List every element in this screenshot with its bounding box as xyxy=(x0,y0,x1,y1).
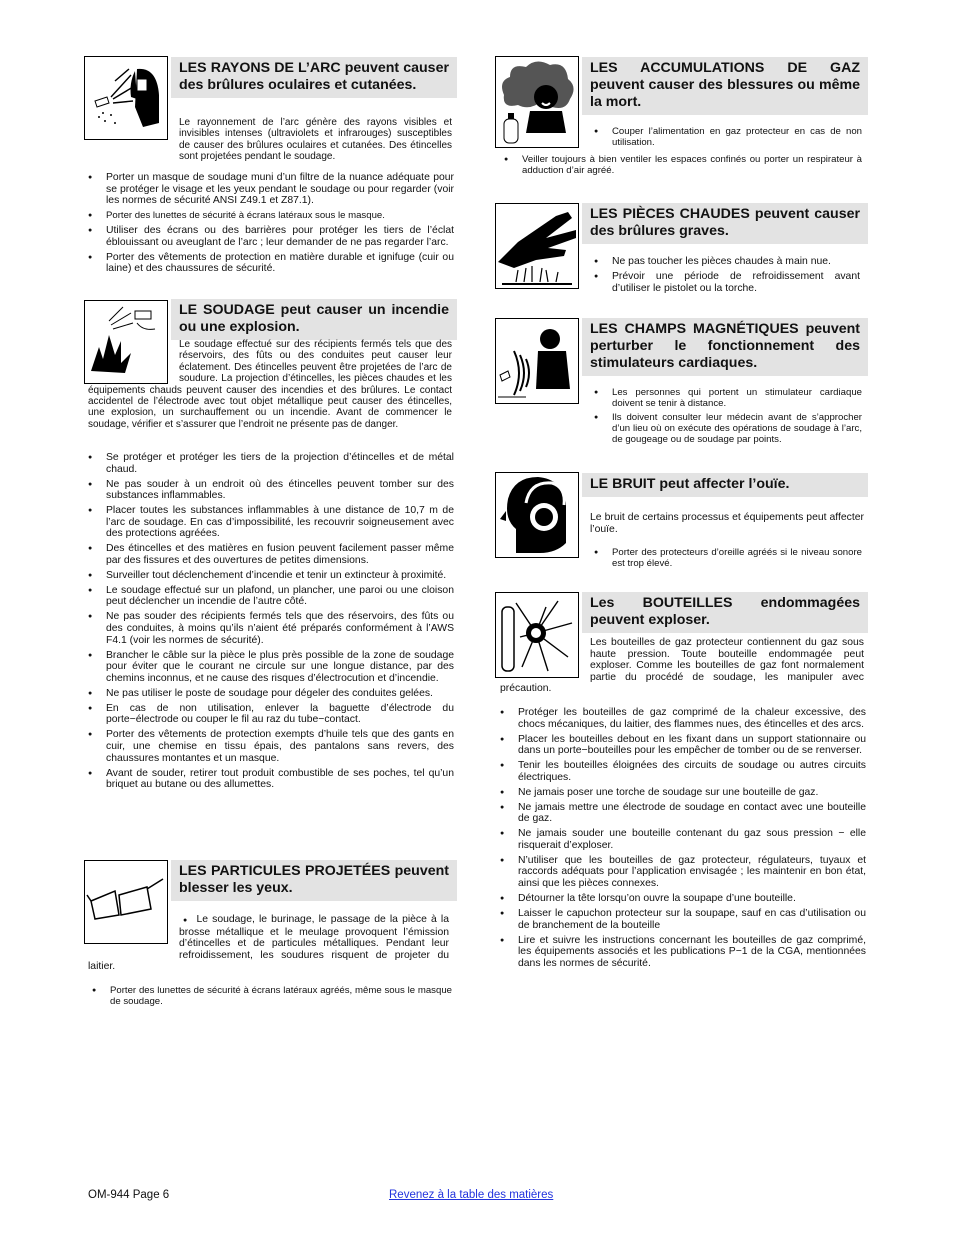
list-item: ● Ils doivent consulter leur médecin avant de s’approcher d’un lieu où on exécute des opérations de soudage à l’arc, de gougeage ou de soudage par points. xyxy=(594,412,862,445)
list-item: ● Ne pas toucher les pièces chaudes à main nue. xyxy=(594,256,860,268)
list-item: ● N’utiliser que les bouteilles de gaz protecteur, régulateurs, tuyaux et raccords adéquats pour l’application envisagée ; les maintenir en bon état, ainsi que les pièces connexes. xyxy=(500,855,866,890)
list-item: ● Le soudage effectué sur un plafond, un plancher, une paroi ou une cloison peut déclencher un incendie de l’autre côté. xyxy=(88,585,454,608)
gas-cloud-person-icon xyxy=(495,56,579,148)
list-item: ● Veiller toujours à bien ventiler les espaces confinés ou porter un respirateur à adduction d’air agréé. xyxy=(504,154,862,176)
section-title: LES RAYONS DE L’ARC peuvent causer des brûlures oculaires et cutanées. xyxy=(171,57,457,98)
toc-link[interactable]: Revenez à la table des matières xyxy=(389,1189,554,1201)
page-number: OM-944 Page 6 xyxy=(88,1189,170,1201)
list-item: ● Laisser le capuchon protecteur sur la soupape, sauf en cas d’utilisation ou de branchement de la bouteille xyxy=(500,908,866,931)
bullet-list xyxy=(594,547,862,572)
section-title: LE SOUDAGE peut causer un incendie ou une explosion. xyxy=(171,299,457,340)
bullet-list xyxy=(504,154,862,179)
list-item: ● Ne pas utiliser le poste de soudage pour dégeler des conduites gelées. xyxy=(88,688,454,700)
section-intro-text: Le soudage effectué sur des récipients fermés tels que des réservoirs, des fûts ou des conduites peut causer leur éclatement. Des étincelles peuvent être projetées de l’arc de soudure. La projection d’étincelles, les pièces chaudes et les équipements chauds peuvent causer des incendies et des brûlures. Le contact accidentel de l’électrode avec tout objet métallique peut causer des étincelles, une explosion, un surchauffement ou un incendie. Avant de commencer le soudage, vérifier et s’assurer que l’endroit ne présente pas de danger. xyxy=(88,339,452,430)
bullet-list xyxy=(594,256,860,298)
section-intro xyxy=(500,637,864,695)
list-item: ● Porter des lunettes de sécurité à écrans latéraux sous le masque. xyxy=(88,210,454,222)
bullet-paragraph: ● Le soudage, le burinage, le passage de la pièce à la brosse métallique et le meulage provoquent l’émission d’étincelles et de particules métalliques. Pendant leur refroidissement, les soudures risquent de projeter du laitier. xyxy=(88,914,449,973)
list-item: ● Brancher le câble sur la pièce le plus près possible de la zone de soudage pour éviter que le courant ne circule sur une longue distance, par des chemins inconnus, et ne cause des risques d’électrocution et d’incendie. xyxy=(88,650,454,685)
bullet-intro-text: Le soudage, le burinage, le passage de la pièce à la brosse métallique et le meulage provoquent l’émission d’étincelles et de particules métalliques. Pendant leur refroidissement, les soudures risquent de projeter du laitier. xyxy=(88,914,449,973)
section-title: LES PIÈCES CHAUDES peuvent causer des brûlures graves. xyxy=(582,203,868,244)
section-title: Les BOUTEILLES endommagées peuvent exploser. xyxy=(582,592,868,633)
list-item: ● Avant de souder, retirer tout produit combustible de ses poches, tel qu’un briquet au butane ou des allumettes. xyxy=(88,768,454,791)
bullet-list xyxy=(594,126,862,151)
section-title: LES PARTICULES PROJETÉES peuvent blesser les yeux. xyxy=(171,860,457,901)
section-title: LES ACCUMULATIONS DE GAZ peuvent causer des blessures ou même la mort. xyxy=(582,57,868,115)
list-item: ● Ne pas souder des récipients fermés tels que des réservoirs, des fûts ou des conduites, à moins qu’ils n’aient été préparés conformément à l’AWS F4.1 (voir les normes de sécurité). xyxy=(88,611,454,646)
welder-helmet-arc-icon xyxy=(84,56,168,140)
list-item: ● Ne pas souder à un endroit où des étincelles peuvent tomber sur des substances inflammables. xyxy=(88,479,454,502)
list-item: ● Protéger les bouteilles de gaz comprimé de la chaleur excessive, des chocs mécaniques, du laitier, des flammes nues, des étincelles et des arcs. xyxy=(500,707,866,730)
list-item: ● Placer toutes les substances inflammables à une distance de 10,7 m de l’arc de soudage. En cas d’impossibilité, les recouvrir soigneusement avec des protections agréées. xyxy=(88,505,454,540)
bullet-list xyxy=(92,985,452,1010)
list-item: ● Tenir les bouteilles éloignées des circuits de soudage ou autres circuits électriques. xyxy=(500,760,866,783)
bullet-list xyxy=(500,707,866,973)
list-item: ● Porter des lunettes de sécurité à écrans latéraux agréés, même sous le masque de soudage. xyxy=(92,985,452,1007)
section-intro: Le bruit de certains processus et équipements peut affecter l’ouïe. xyxy=(590,512,864,535)
list-item: ● En cas de non utilisation, enlever la baguette d’électrode du porte−électrode ou couper le fil au raz du tube−contact. xyxy=(88,703,454,726)
list-item: ● Se protéger et protéger les tiers de la projection d’étincelles et de métal chaud. xyxy=(88,452,454,475)
bullet-list xyxy=(88,452,454,794)
section-intro: Le rayonnement de l’arc génère des rayons visibles et invisibles intenses (ultraviolets et infrarouges) susceptibles de causer des brûlures oculaires et cutanées. Des étincelles sont projetées pendant le soudage. xyxy=(179,117,452,163)
list-item: ● Utiliser des écrans ou des barrières pour protéger les tiers de l’éclat éblouissant ou aveuglant de l’arc ; leur demander de ne pas regarder l’arc. xyxy=(88,225,454,248)
list-item: ● Ne jamais poser une torche de soudage sur une bouteille de gaz. xyxy=(500,787,866,799)
list-item: ● Lire et suivre les instructions concernant les bouteilles de gaz comprimé, les équipements associés et les publications P−1 de la CGA, mentionnées dans les normes de sécurité. xyxy=(500,935,866,970)
hand-hot-parts-icon xyxy=(495,203,579,289)
section-title: LE BRUIT peut affecter l’ouïe. xyxy=(582,473,868,497)
list-item: ● Ne jamais mettre une électrode de soudage en contact avec une bouteille de gaz. xyxy=(500,802,866,825)
list-item: ● Détourner la tête lorsqu’on ouvre la soupape d’une bouteille. xyxy=(500,893,866,905)
list-item: ● Placer les bouteilles debout en les fixant dans un support stationnaire ou dans un porte−bouteilles pour les empêcher de tomber ou de se renverser. xyxy=(500,734,866,757)
bullet-list xyxy=(594,387,862,449)
list-item: ● Porter des protecteurs d’oreille agréés si le niveau sonore est trop élevé. xyxy=(594,547,862,569)
list-item: ● Porter des vêtements de protection en matière durable et ignifuge (cuir ou laine) et des chaussures de sécurité. xyxy=(88,252,454,275)
section-intro-text: Les bouteilles de gaz protecteur contiennent du gaz sous haute pression. Toute bouteille endommagée peut exploser. Comme les bouteilles de gaz font normalement partie du procédé de soudage, les manipuler avec précaution. xyxy=(500,637,864,695)
list-item: ● Surveiller tout déclenchement d’incendie et tenir un extincteur à proximité. xyxy=(88,570,454,582)
list-item: ● Ne jamais souder une bouteille contenant du gaz sous pression − elle risquerait d’exploser. xyxy=(500,828,866,851)
list-item: ● Couper l’alimentation en gaz protecteur en cas de non utilisation. xyxy=(594,126,862,148)
section-title: LES CHAMPS MAGNÉTIQUES peuvent perturber le fonctionnement des stimulateurs cardiaques. xyxy=(582,318,868,376)
list-item: ● Porter un masque de soudage muni d’un filtre de la nuance adéquate pour se protéger le visage et les yeux pendant le soudage ou pour regarder (voir les normes de sécurité ANSI Z49.1 et Z87.1). xyxy=(88,172,454,207)
list-item: ● Porter des vêtements de protection exempts d’huile tels que des gants en cuir, une chemise en tissu épais, des pantalons sans revers, des chaussures montantes et un masque. xyxy=(88,729,454,764)
pacemaker-magnetic-field-icon xyxy=(495,318,579,404)
list-item: ● Des étincelles et des matières en fusion peuvent facilement passer même par des fissures et des ouvertures de petites dimensions. xyxy=(88,543,454,566)
ear-protection-icon xyxy=(495,472,579,558)
list-item: ● Les personnes qui portent un stimulateur cardiaque doivent se tenir à distance. xyxy=(594,387,862,409)
section-intro xyxy=(88,339,452,430)
bullet-list xyxy=(88,172,454,278)
list-item: ● Prévoir une période de refroidissement avant d’utiliser le pistolet ou la torche. xyxy=(594,271,860,294)
